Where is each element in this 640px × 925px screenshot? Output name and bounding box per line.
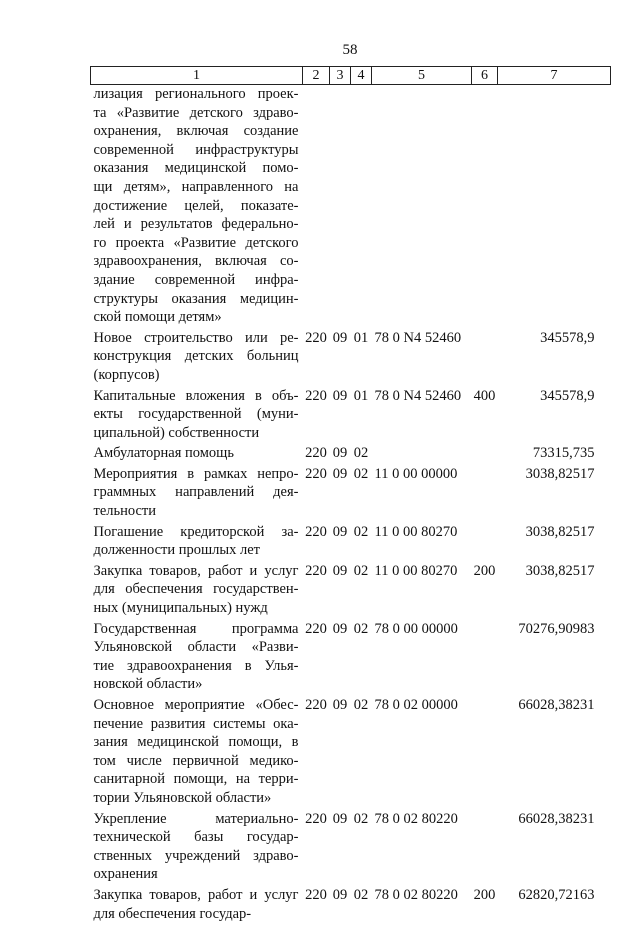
section-code: 09 [330, 810, 351, 886]
table-row [91, 886, 611, 925]
target-article-code: 78 0 N4 52460 [372, 387, 472, 445]
row-name-line: тие здравоохранения в Улья- [94, 657, 299, 676]
row-name-line: конструкция детских больниц [94, 347, 299, 366]
budget-table [90, 66, 611, 925]
section-code: 09 [330, 465, 351, 523]
target-article-code: 78 0 00 00000 [372, 620, 472, 696]
row-name-line: технической базы государ- [94, 828, 299, 847]
row-name-line: лей и результатов федерально- [94, 215, 299, 234]
admin-code: 220 [303, 620, 330, 696]
section-code: 09 [330, 523, 351, 562]
row-name [91, 85, 303, 329]
section-code: 09 [330, 562, 351, 620]
admin-code: 220 [303, 696, 330, 810]
subsection-code: 02 [351, 444, 372, 465]
row-name-line: ской помощи детям» [94, 308, 299, 327]
admin-code [303, 85, 330, 329]
table-row [91, 85, 611, 329]
target-article-code [372, 444, 472, 465]
row-name-line: тории Ульяновской области» [94, 789, 299, 808]
table-row [91, 465, 611, 523]
table-row [91, 696, 611, 810]
section-code: 09 [330, 329, 351, 387]
row-name-line: ципальной) собственности [94, 424, 299, 443]
section-code [330, 85, 351, 329]
row-name-line: охранения, включая создание [94, 122, 299, 141]
expense-type-code [472, 620, 498, 696]
admin-code: 220 [303, 562, 330, 620]
target-article-code: 78 0 02 00000 [372, 696, 472, 810]
row-name-line: для обеспечения государ- [94, 905, 299, 924]
row-name-line: новской области» [94, 675, 299, 694]
expense-type-code: 400 [472, 387, 498, 445]
target-article-code: 78 0 N4 52460 [372, 329, 472, 387]
section-code: 09 [330, 620, 351, 696]
section-code: 09 [330, 387, 351, 445]
row-name-line: для обеспечения государствен- [94, 580, 299, 599]
row-name [91, 562, 303, 620]
table-row [91, 562, 611, 620]
column-header-4: 4 [351, 67, 372, 85]
admin-code: 220 [303, 810, 330, 886]
target-article-code: 11 0 00 80270 [372, 523, 472, 562]
row-name-line: Закупка товаров, работ и услуг [94, 886, 299, 905]
row-name-line: зания медицинской помощи, в [94, 733, 299, 752]
target-article-code: 11 0 00 00000 [372, 465, 472, 523]
admin-code: 220 [303, 329, 330, 387]
table-header [91, 67, 611, 85]
row-name-line: (корпусов) [94, 366, 299, 385]
expense-type-code [472, 696, 498, 810]
amount: 70276,90983 [498, 620, 611, 696]
row-name [91, 810, 303, 886]
row-name-line: тельности [94, 502, 299, 521]
row-name-line: том числе первичной медико- [94, 752, 299, 771]
row-name-line: граммных направлений дея- [94, 483, 299, 502]
amount: 66028,38231 [498, 696, 611, 810]
expense-type-code: 200 [472, 886, 498, 925]
amount: 3038,82517 [498, 562, 611, 620]
table-row [91, 523, 611, 562]
expense-type-code [472, 85, 498, 329]
row-name-line: Укрепление материально- [94, 810, 299, 829]
subsection-code: 02 [351, 620, 372, 696]
row-name-line: долженности прошлых лет [94, 541, 299, 560]
subsection-code: 02 [351, 810, 372, 886]
target-article-code [372, 85, 472, 329]
subsection-code [351, 85, 372, 329]
row-name [91, 620, 303, 696]
target-article-code: 78 0 02 80220 [372, 810, 472, 886]
column-header-2: 2 [303, 67, 330, 85]
subsection-code: 02 [351, 523, 372, 562]
amount [498, 85, 611, 329]
row-name-line: Новое строительство или ре- [94, 329, 299, 348]
row-name-line: современной инфраструктуры [94, 141, 299, 160]
row-name-line: Государственная программа [94, 620, 299, 639]
column-header-6: 6 [472, 67, 498, 85]
table-row [91, 329, 611, 387]
admin-code: 220 [303, 886, 330, 925]
row-name-line: санитарной помощи, на терри- [94, 770, 299, 789]
column-header-1: 1 [91, 67, 303, 85]
row-name-line: Основное мероприятие «Обес- [94, 696, 299, 715]
expense-type-code [472, 810, 498, 886]
column-header-7: 7 [498, 67, 611, 85]
row-name-line: та «Развитие детского здраво- [94, 104, 299, 123]
row-name [91, 886, 303, 925]
amount: 3038,82517 [498, 465, 611, 523]
row-name-line: ных (муниципальных) нужд [94, 599, 299, 618]
expense-type-code: 200 [472, 562, 498, 620]
amount: 345578,9 [498, 387, 611, 445]
amount: 73315,735 [498, 444, 611, 465]
row-name [91, 329, 303, 387]
row-name-line: структуры оказания медицин- [94, 290, 299, 309]
row-name-line: Ульяновской области «Разви- [94, 638, 299, 657]
expense-type-code [472, 329, 498, 387]
row-name-line: Капитальные вложения в объ- [94, 387, 299, 406]
subsection-code: 01 [351, 387, 372, 445]
page-number: 58 [0, 42, 640, 59]
row-name-line: Погашение кредиторской за- [94, 523, 299, 542]
table-body [91, 85, 611, 925]
admin-code: 220 [303, 444, 330, 465]
table-row [91, 387, 611, 445]
admin-code: 220 [303, 387, 330, 445]
expense-type-code [472, 444, 498, 465]
admin-code: 220 [303, 465, 330, 523]
section-code: 09 [330, 696, 351, 810]
row-name-line: здание современной инфра- [94, 271, 299, 290]
column-header-3: 3 [330, 67, 351, 85]
target-article-code: 11 0 00 80270 [372, 562, 472, 620]
row-name-line: достижение целей, показате- [94, 197, 299, 216]
row-name-line: екты государственной (муни- [94, 405, 299, 424]
row-name-line: го проекта «Развитие детского [94, 234, 299, 253]
row-name [91, 465, 303, 523]
amount: 62820,72163 [498, 886, 611, 925]
subsection-code: 02 [351, 886, 372, 925]
row-name-line: ственных учреждений здраво- [94, 847, 299, 866]
admin-code: 220 [303, 523, 330, 562]
row-name [91, 387, 303, 445]
subsection-code: 02 [351, 562, 372, 620]
table-row [91, 810, 611, 886]
row-name-line: охранения [94, 865, 299, 884]
row-name [91, 523, 303, 562]
row-name [91, 444, 303, 465]
row-name-line: здравоохранения, включая со- [94, 252, 299, 271]
expense-type-code [472, 465, 498, 523]
section-code: 09 [330, 444, 351, 465]
row-name [91, 696, 303, 810]
row-name-line: печение развития системы ока- [94, 715, 299, 734]
expense-type-code [472, 523, 498, 562]
row-name-line: Закупка товаров, работ и услуг [94, 562, 299, 581]
row-name-line: Мероприятия в рамках непро- [94, 465, 299, 484]
row-name-line: Амбулаторная помощь [94, 444, 299, 463]
table-row [91, 444, 611, 465]
subsection-code: 02 [351, 465, 372, 523]
subsection-code: 02 [351, 696, 372, 810]
section-code: 09 [330, 886, 351, 925]
amount: 345578,9 [498, 329, 611, 387]
row-name-line: щи детям», направленного на [94, 178, 299, 197]
column-header-5: 5 [372, 67, 472, 85]
amount: 66028,38231 [498, 810, 611, 886]
subsection-code: 01 [351, 329, 372, 387]
amount: 3038,82517 [498, 523, 611, 562]
row-name-line: оказания медицинской помо- [94, 159, 299, 178]
table-row [91, 620, 611, 696]
target-article-code: 78 0 02 80220 [372, 886, 472, 925]
row-name-line: лизация регионального проек- [94, 85, 299, 104]
